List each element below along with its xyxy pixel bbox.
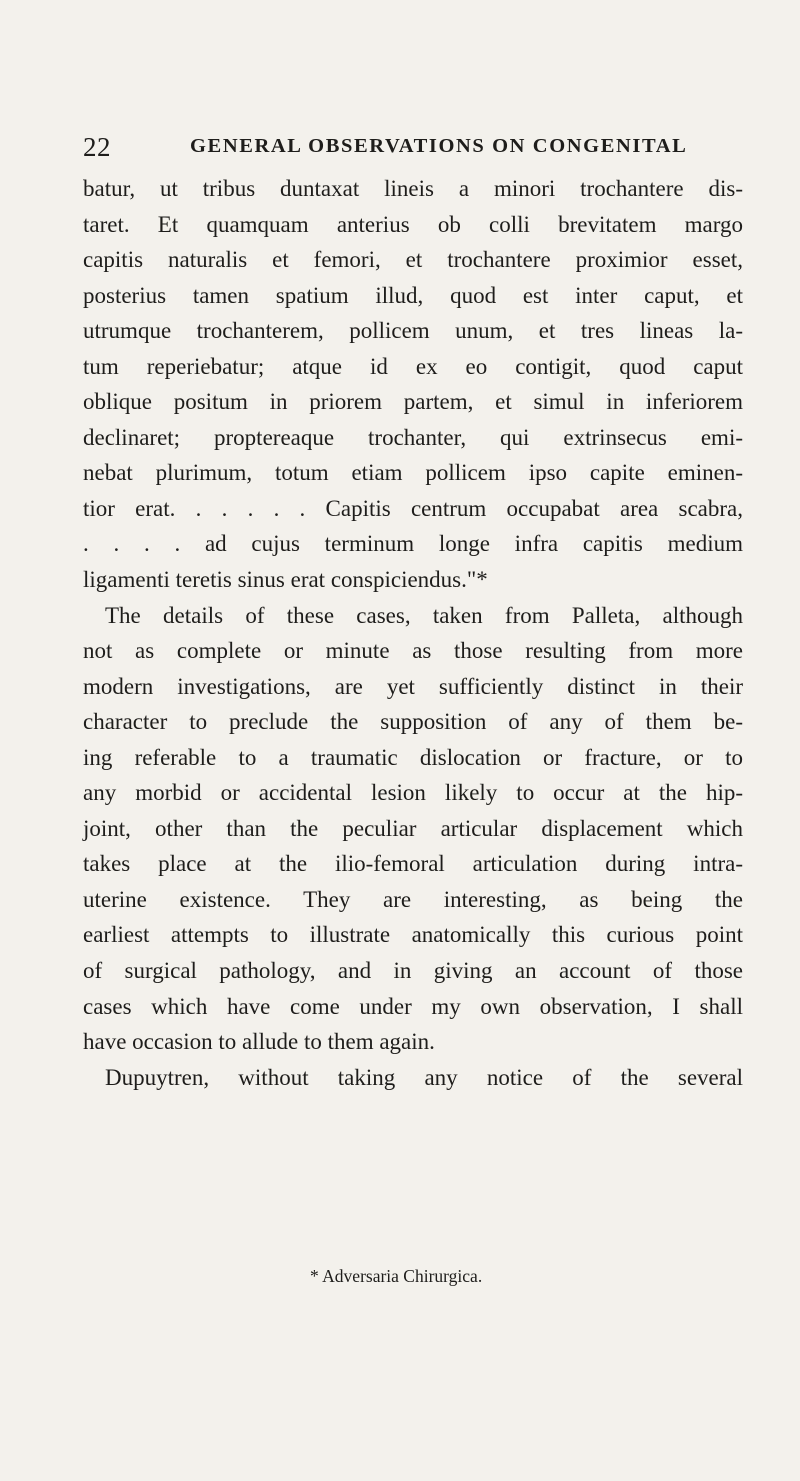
text-line: utrumque trochanterem, pollicem unum, et tres lineas la- — [83, 318, 743, 344]
text-line: ligamenti teretis sinus erat conspiciendus."* — [83, 567, 488, 593]
text-line: have occasion to allude to them again. — [83, 1029, 435, 1055]
text-line: character to preclude the supposition of any of them be- — [83, 709, 743, 735]
text-line: tum reperiebatur; atque id ex eo contigit, quod caput — [83, 353, 743, 379]
text-line: earliest attempts to illustrate anatomically this curious point — [83, 922, 743, 948]
text-line: of surgical pathology, and in giving an account of those — [83, 958, 743, 984]
running-head: GENERAL OBSERVATIONS ON CONGENITAL — [190, 135, 688, 157]
text-line: declinaret; proptereaque trochanter, qui extrinsecus emi- — [83, 424, 743, 450]
footnote: * Adversaria Chirurgica. — [310, 1266, 483, 1286]
text-line: ing referable to a traumatic dislocation or fracture, or to — [83, 744, 743, 770]
page-number: 22 — [83, 132, 111, 162]
text-line: oblique positum in priorem partem, et simul in inferiorem — [83, 389, 743, 415]
text-line: cases which have come under my own observation, I shall — [83, 993, 743, 1019]
text-line: nebat plurimum, totum etiam pollicem ipso capite eminen- — [83, 460, 743, 486]
paragraph-start-line: Dupuytren, without taking any notice of the several — [105, 1064, 743, 1090]
text-line: . . . . ad cujus terminum longe infra capitis medium — [83, 531, 743, 557]
page-header — [83, 132, 723, 168]
text-line: joint, other than the peculiar articular displacement which — [83, 815, 743, 841]
text-line: takes place at the ilio-femoral articulation during intra- — [83, 851, 743, 877]
text-line: uterine existence. They are interesting, as being the — [83, 886, 743, 912]
text-line: taret. Et quamquam anterius ob colli brevitatem margo — [83, 211, 743, 237]
text-line: batur, ut tribus duntaxat lineis a minori trochantere dis- — [83, 176, 743, 201]
text-line: modern investigations, are yet sufficiently distinct in their — [83, 673, 743, 699]
body-text — [83, 171, 743, 1095]
text-line: capitis naturalis et femori, et trochantere proximior esset, — [83, 247, 743, 273]
text-line: posterius tamen spatium illud, quod est inter caput, et — [83, 282, 743, 308]
paragraph-start-line: The details of these cases, taken from Palleta, although — [105, 602, 743, 628]
text-line: any morbid or accidental lesion likely to occur at the hip- — [83, 780, 743, 806]
text-line: not as complete or minute as those resulting from more — [83, 638, 743, 664]
text-line: tior erat. . . . . . Capitis centrum occupabat area scabra, — [83, 495, 743, 521]
